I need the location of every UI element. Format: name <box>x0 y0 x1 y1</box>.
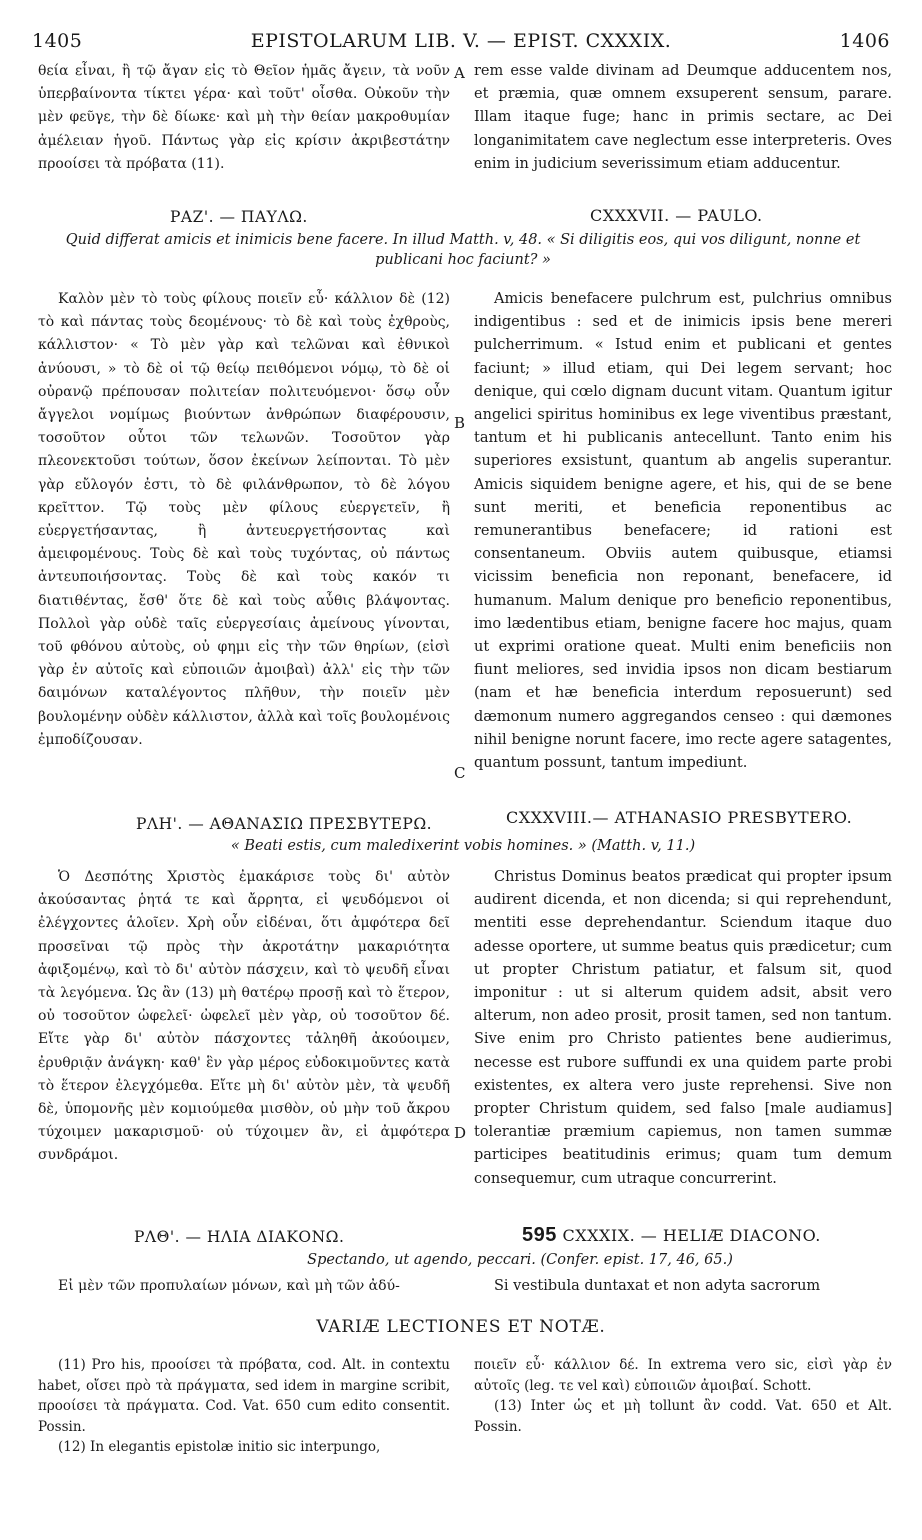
margin-marker-d: D <box>454 1124 467 1142</box>
page-number-left: 1405 <box>32 30 83 52</box>
greek-text-138: Ὁ Δεσπότης Χριστὸς ἐμακάρισε τοὺς δι' αὐτὸν ἀκούσαντας ῥητά τε καὶ ἄρρητα, εἰ ψευδόμενοι οἱ ἐλέγχοντες ἁλοῖεν. Χρὴ οὖν εἰδέναι, ὅτι ἀμφότερα δεῖ προσεῖναι τῷ πρὸς τὴν ἀκροτάτην μακαριότητα ἀφιξομένῳ, καὶ τὸ δι' αὐτὸν πάσχειν, καὶ τὸ ψευδῆ εἶναι τὰ λεγόμενα. Ὡς ἂν (13) μὴ θατέρῳ προσῇ καὶ τὸ ἕτερον, οὐ τοσοῦτον ὠφελεῖ· ὠφελεῖ μὲν γὰρ, οὐ τοσοῦτον δέ. Εἴτε γὰρ δι' αὐτὸν πάσχοντες τἀληθῆ ἀκούοιμεν, ἐρυθριᾷν ἀνάγκη· καθ' ἓν γὰρ μέρος εὐδοκιμοῦντες κατὰ τὸ ἕτερον ἐλεγχόμεθα. Εἴτε μὴ δι' αὐτὸν μὲν, τὰ ψευδῆ δὲ, ὑπομονῆς μὲν κομιούμεθα μισθὸν, οὐ μὴν τοῦ ἄκρου τύχοιμεν μακαρισμοῦ· οὐ τύχοιμεν ἂν, εἰ ἀμφότερα συνδράμοι. <box>38 869 450 1164</box>
section-subtitle-137: Quid differat amicis et inimicis bene facere. In illud Matth. v, 48. « Si diligitis eos, qui vos diligunt, nonne et publicani hoc faciunt? » <box>65 232 861 268</box>
section-subtitle-139: Spectando, ut agendo, peccari. (Confer. epist. 17, 46, 65.) <box>307 1252 733 1268</box>
note-13: (13) Inter ὡς et μὴ tollunt ἂν codd. Vat. 650 et Alt. Possin. <box>474 1398 892 1435</box>
latin-text-137: Amicis benefacere pulchrum est, pulchrius omnibus indigentibus : sed et de inimicis ipsis bene mereri pulcherrimum. « Istud enim et publicani et gentes faciunt; » illud etiam, qui Dei legem servant; hoc denique, qui cœlo dignam ducunt vitam. Quantum igitur angelici spiritus hominibus ex lege viventibus præstant, tantum et hi publicanis antecellunt. Tanto enim his superiores exsistunt, quantum ab angelis superantur. Amicis siquidem benigne agere, et his, qui de se bene sunt meriti, et beneficia reponentibus ac remunerantibus benefacere; id rationi est consentaneum. Obviis autem quibusque, etiamsi vicissim beneficia non reponant, benefacere, id humanum. Malum denique pro beneficio reponentibus, imo lædentibus etiam, benigne facere hoc majus, quam ut exprimi oratione queat. Multi enim beneficiis non fiunt meliores, sed invidia ipsos non dicam bestiarum (nam et hæ beneficia interdum reposuerunt) sed dæmonum numero aggregandos censeo : qui dæmones nihil benigne norunt facere, imo recte agere satagentes, quantum possunt, tantum impediunt. <box>474 291 892 772</box>
running-header <box>32 30 890 56</box>
latin-section-title-137: CXXXVII. — PAULO. <box>590 206 763 225</box>
greek-section-title-138: ΡΛΗ'. — ΑΘΑΝΑΣΙΩ ΠΡΕΣΒΥΤΕΡΩ. <box>136 815 433 833</box>
latin-top-text: rem esse valde divinam ad Deumque adducentem nos, et præmia, quæ omnem exsuperent sensum, parare. Illam itaque fuge; hanc in primis sectare, ac Dei longanimitatem cave neglectum esse interpreteris. Oves enim in judicium severissimum etiam adducentur. <box>474 63 892 172</box>
column-number: 595 <box>522 1224 557 1246</box>
notes-title: VARIÆ LECTIONES ET NOTÆ. <box>316 1317 606 1337</box>
greek-section-title-139: ΡΛΘ'. — ΗΛΙΑ ΔΙΑΚΟΝΩ. <box>134 1228 345 1246</box>
greek-text-137: Καλὸν μὲν τὸ τοὺς φίλους ποιεῖν εὖ· κάλλιον δὲ (12) τὸ καὶ πάντας τοὺς δεομένους· τὸ δὲ καὶ τοὺς ἐχθροὺς, κάλλιστον· « Τὸ μὲν γὰρ καὶ τελῶναι καὶ ἐθνικοὶ ἀνύουσι, » τὸ δὲ οἱ τῷ θείῳ πειθόμενοι νόμῳ, τὸ δὲ οἱ οὐρανῷ πρέπουσαν πολιτείαν πολιτευόμενοι· ὅσῳ οὖν ἄγγελοι νομίμως βιούντων ἀνθρώπων διαφέρουσιν, τοσοῦτον οὗτοι τῶν τελωνῶν. Τοσοῦτον γὰρ πλεονεκτοῦσι τούτων, ὅσον ἐκείνων λείπονται. Τὸ μὲν γὰρ εὔλογόν ἐστι, τὸ δὲ φιλάνθρωπον, τὸ δὲ λόγου κρεῖττον. Τῷ τοὺς μὲν φίλους εὐεργετεῖν, ἢ εὐεργετήσαντας, ἢ ἀντευεργετήσοντας καὶ ἀμειφομένους. Τοὺς δὲ καὶ τοὺς τυχόντας, οὐ πάντως ἀντευποιήσοντας. Τοὺς δὲ καὶ τοὺς κακόν τι διατιθέντας, ἔσθ' ὅτε δὲ καὶ τοὺς αὖθις βλάψοντας. Πολλοὶ γὰρ οὐδὲ ταῖς εὐεργεσίαις ἀμείνους γίνονται, τοῦ φθόνου αὐτοὺς, οὐ φημι εἰς τὴν τῶν θηρίων, (εἰσὶ γὰρ ἐν αὐτοῖς καὶ εὐποιιῶν ἀμοιβαὶ) ἀλλ' εἰς τὴν τῶν δαιμόνων καταλέγοντος πλῆθυν, τὴν ποιεῖν μὲν βουλομένην οὐδὲν κάλλιστον, ἀλλὰ καὶ τοῖς βουλομένοις ἐμποδίζουσαν. <box>38 291 450 748</box>
note-12-continued: ποιεῖν εὖ· κάλλιον δέ. In extrema vero sic, εἰσὶ γὰρ ἐν αὐτοῖς (leg. τε vel καὶ) εὐποιιῶν ἀμοιβαί. Schott. <box>474 1357 892 1394</box>
latin-section-title-138: CXXXVIII.— ATHANASIO PRESBYTERO. <box>506 808 853 827</box>
margin-marker-c: C <box>454 764 466 782</box>
running-title: EPISTOLARUM LIB. V. — EPIST. CXXXIX. <box>250 30 672 52</box>
note-12: (12) In elegantis epistolæ initio sic interpungo, <box>58 1439 381 1455</box>
section-subtitle-138: « Beati estis, cum maledixerint vobis homines. » (Matth. v, 11.) <box>230 838 696 854</box>
margin-marker-b: B <box>454 414 466 432</box>
greek-text-139: Εἰ μὲν τῶν προπυλαίων μόνων, καὶ μὴ τῶν ἀδύ- <box>58 1278 400 1294</box>
notes-right-column <box>474 1355 892 1437</box>
latin-text-138: Christus Dominus beatos prædicat qui propter ipsum audirent dicenda, et non dicenda; si qui reprehendunt, mentiti esse deprehendantur. Sciendum itaque duo adesse oportere, ut summe beatus quis prædicetur; cum ut propter Christum patiatur, et falsum sit, quod imponitur : ut si alterum quidem adsit, absit vero alterum, non adeo prosit, prosit tamen, sed non tantum. Sive enim pro Christo patientes bene audierimus, necesse est rubore suffundi ex una quidem parte probi existentes, ex altera vero juste reprehensi. Sive non propter Christum quidem, sed falso [male audiamus] tolerantiæ præmium capiemus, non tamen summæ participes beatitudinis erimus; quam tum demum consequemur, cum utraque concurrerint. <box>474 869 892 1187</box>
note-11: (11) Pro his, προοίσει τὰ πρόβατα, cod. Alt. in contextu habet, οἴσει πρὸ τὰ πράγματα, sed idem in margine scribit, προοίσει τὰ πράγματα. Cod. Vat. 650 cum edito consentit. Possin. <box>38 1357 450 1435</box>
page-number-right: 1406 <box>839 30 890 52</box>
latin-section-title-139: 595 CXXXIX. — HELIÆ DIACONO. <box>522 1224 821 1246</box>
notes-left-column <box>38 1355 450 1458</box>
margin-marker-a: A <box>454 64 465 82</box>
latin-text-139: Si vestibula duntaxat et non adyta sacrorum <box>494 1278 821 1294</box>
greek-top-text: θεία εἶναι, ἢ τῷ ἄγαν εἰς τὸ Θεῖον ἡμᾶς ἄγειν, τὰ νοῦν ὑπερβαίνοντα τίκτει γέρα· καὶ τοῦτ' οἶσθα. Οὐκοῦν τὴν μὲν φεῦγε, τὴν δὲ δίωκε· καὶ μὴ τὴν θείαν μακροθυμίαν ἀμέλειαν ἡγοῦ. Πάντως γὰρ εἰς κρίσιν ἀκριβεστάτην προοίσει τὰ πρόβατα (11). <box>38 63 450 172</box>
greek-section-title-137: ΡΑΖ'. — ΠΑΥΛΩ. <box>170 208 308 226</box>
